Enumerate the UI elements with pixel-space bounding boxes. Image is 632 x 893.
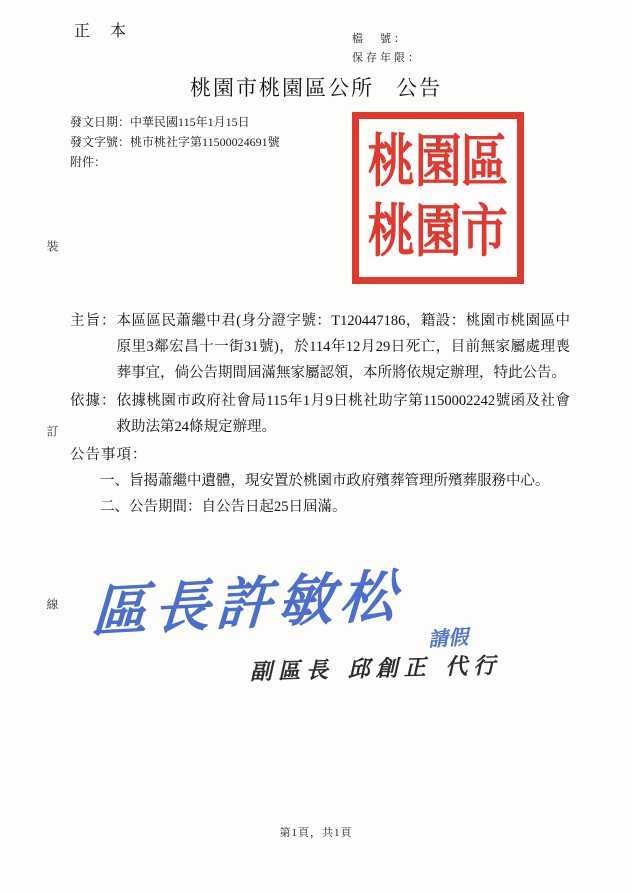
subject-label: 主旨： [70, 313, 117, 329]
signature-block [0, 560, 632, 700]
leave-note: 請假 [427, 624, 469, 652]
issuing-office-name: 桃園市桃園區公所 [190, 76, 374, 100]
copy-type-label: 正 本 [74, 23, 135, 40]
retention-period-row [352, 49, 420, 68]
issue-date-label: 發文日期 [70, 115, 119, 129]
chief-signature: 區長許敏松 [90, 562, 404, 646]
attachment-row [70, 152, 280, 172]
official-seal [352, 112, 524, 284]
binding-mark-1: 裝 [45, 240, 59, 254]
seal-character: 區 [461, 131, 509, 195]
issue-number-row [70, 132, 280, 152]
file-number-row [352, 30, 420, 49]
issue-date-row [70, 112, 280, 132]
list-item: 二、公告期間：自公告日起25日屆滿。 [100, 499, 347, 515]
issue-number-value: 桃市桃社字第11500024691號 [130, 135, 280, 149]
document-body [70, 308, 570, 520]
seal-character: 市 [461, 201, 509, 265]
subject-text: 本區區民蕭繼中君(身分證字號：T120447186，籍設：桃園市桃園區中原里3鄰宏昌十一街31號)，於114年12月29日死亡，目前無家屬處理喪葬事宜，倘公告期間屆滿無家屬認領，本所將依規定辦理，特此公告。 [116, 313, 570, 381]
binding-mark-3: 線 [45, 598, 59, 612]
attachment-separator: ： [94, 155, 107, 169]
page-title [0, 72, 632, 102]
seal-character: 桃 [367, 201, 415, 265]
retention-period-separator: ： [408, 52, 420, 64]
seal-character: 園 [414, 131, 462, 195]
issue-number-label: 發文字號 [70, 135, 119, 149]
seal-character: 桃 [367, 131, 415, 195]
list-item: 一、旨揭蕭繼中遺體，現安置於桃園市政府殯葬管理所殯葬服務中心。 [100, 473, 550, 489]
issue-date-separator: ： [118, 115, 131, 129]
attachment-label: 附件 [70, 155, 95, 169]
issue-number-separator: ： [118, 135, 131, 149]
file-number-label: 檔 號 [352, 33, 394, 45]
deputy-signature: 副區長 邱創正 代行 [249, 652, 502, 686]
basis-label: 依據： [70, 393, 117, 409]
subject-section [70, 308, 570, 386]
binding-mark-2: 訂 [45, 425, 59, 439]
file-number-block [352, 30, 420, 68]
document-meta [70, 112, 280, 172]
file-number-separator: ： [394, 33, 406, 45]
retention-period-label: 保存年限 [352, 52, 408, 64]
issue-date-value: 中華民國115年1月15日 [130, 115, 250, 129]
page-footer: 第1頁，共1頁 [279, 827, 353, 839]
announcement-heading: 公告事項： [70, 447, 148, 463]
basis-section [70, 388, 570, 440]
seal-character: 園 [414, 201, 462, 265]
announcement-list [70, 468, 570, 520]
seal-characters [368, 128, 508, 268]
document-type: 公告 [396, 76, 442, 100]
basis-text: 依據桃園市政府社會局115年1月9日桃社助字第1150002242號函及社會救助法第24條規定辦理。 [116, 393, 570, 435]
